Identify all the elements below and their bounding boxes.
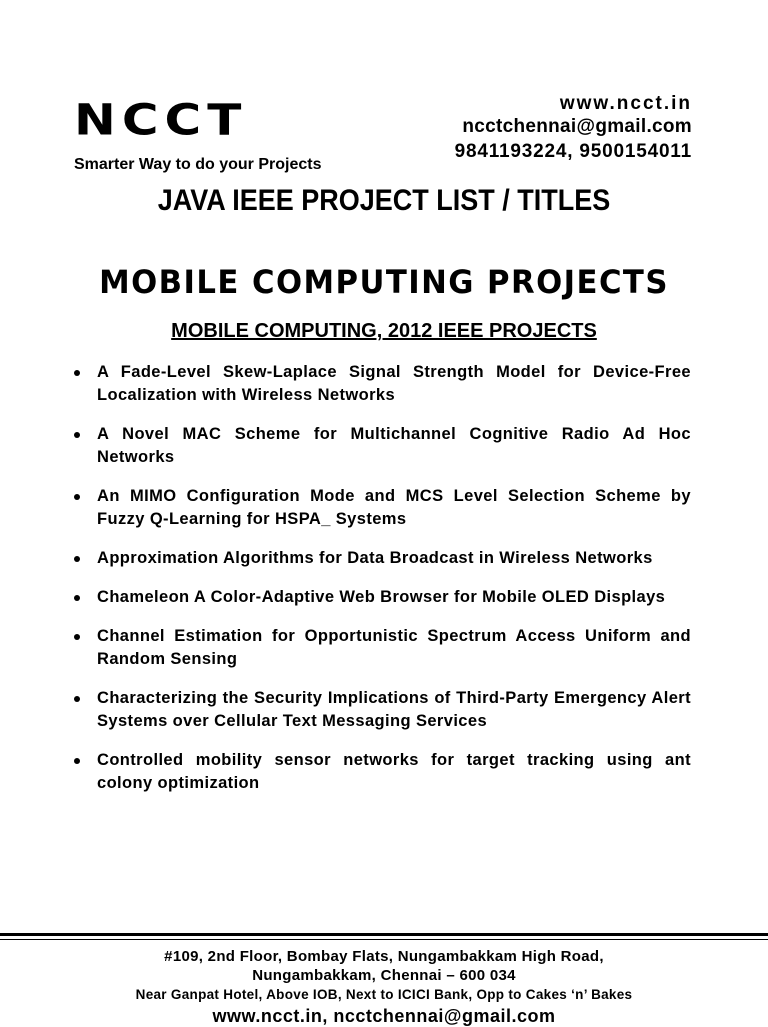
email-text: ncctchennai@gmail.com: [462, 116, 692, 137]
list-item: [74, 687, 691, 733]
bullet-icon: [74, 494, 80, 500]
footer-divider-thick: [0, 933, 768, 936]
list-item: [74, 485, 691, 531]
footer: [0, 947, 768, 1027]
bullet-icon: [74, 696, 80, 702]
landmark-text: Near Ganpat Hotel, Above IOB, Next to ICICI Bank, Opp to Cakes ‘n’ Bakes: [135, 987, 633, 1002]
project-list: [74, 361, 691, 811]
project-title: A Fade-Level Skew-Laplace Signal Strength Model for Device-Free Localization with Wireless Networks: [97, 363, 691, 404]
bullet-icon: [74, 758, 80, 764]
project-title: Approximation Algorithms for Data Broadcast in Wireless Networks: [97, 549, 653, 567]
address-line-2: Nungambakkam, Chennai – 600 034: [252, 967, 516, 984]
contact-block: [455, 93, 692, 165]
list-item: [74, 749, 691, 795]
list-item: [74, 586, 691, 609]
bullet-icon: [74, 432, 80, 438]
bullet-icon: [74, 634, 80, 640]
section-title: MOBILE COMPUTING PROJECTS: [99, 263, 669, 301]
project-title: Controlled mobility sensor networks for target tracking using ant colony optimization: [97, 751, 691, 792]
subsection-title: MOBILE COMPUTING, 2012 IEEE PROJECTS: [171, 320, 597, 342]
project-title: A Novel MAC Scheme for Multichannel Cognitive Radio Ad Hoc Networks: [97, 425, 691, 466]
website-text: www.ncct.in: [559, 93, 692, 114]
footer-web-email: www.ncct.in, ncctchennai@gmail.com: [212, 1006, 556, 1026]
list-item: [74, 625, 691, 671]
list-item: [74, 423, 691, 469]
address-line-1: #109, 2nd Floor, Bombay Flats, Nungambakkam High Road,: [164, 948, 604, 965]
list-item: [74, 547, 691, 570]
bullet-icon: [74, 370, 80, 376]
bullet-icon: [74, 556, 80, 562]
project-title: An MIMO Configuration Mode and MCS Level Selection Scheme by Fuzzy Q-Learning for HSPA_ Systems: [97, 487, 691, 528]
document-title: JAVA IEEE PROJECT LIST / TITLES: [157, 184, 611, 217]
tagline: Smarter Way to do your Projects: [74, 156, 322, 173]
project-title: Characterizing the Security Implications of Third-Party Emergency Alert Systems over Cellular Text Messaging Services: [97, 689, 691, 730]
footer-divider-thin: [0, 939, 768, 940]
project-title: Channel Estimation for Opportunistic Spectrum Access Uniform and Random Sensing: [97, 627, 691, 668]
bullet-icon: [74, 595, 80, 601]
list-item: [74, 361, 691, 407]
project-title: Chameleon A Color-Adaptive Web Browser for Mobile OLED Displays: [97, 588, 666, 606]
ncct-logo: NCCT: [74, 95, 248, 146]
phone-text: 9841193224, 9500154011: [454, 141, 692, 162]
